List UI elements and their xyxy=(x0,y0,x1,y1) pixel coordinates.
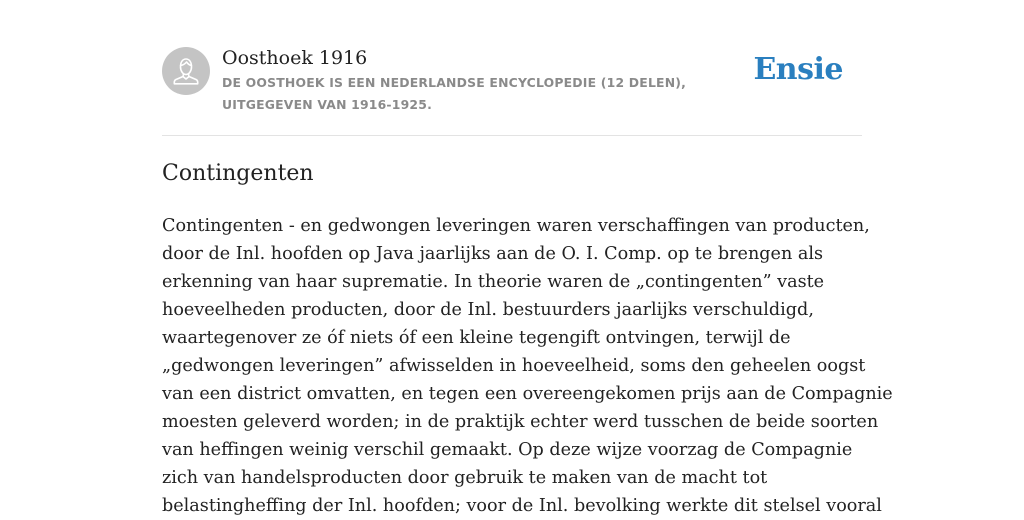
article-body xyxy=(162,212,893,520)
article-line: door de Inl. hoofden op Java jaarlijks aan de O. I. Comp. op te brengen als xyxy=(162,244,824,264)
article-line: belastingheffing der Inl. hoofden; voor de Inl. bevolking werkte dit stelsel vooral xyxy=(162,496,882,516)
source-header xyxy=(162,0,862,136)
source-avatar[interactable] xyxy=(162,47,210,95)
article-line: „gedwongen leveringen” afwisselden in hoeveelheid, soms den geheelen oogst xyxy=(162,356,866,376)
page-title: Contingenten xyxy=(162,161,314,186)
ensie-logo[interactable]: Ensie xyxy=(753,52,843,87)
article-line: waartegenover ze óf niets óf een kleine tegengift ontvingen, terwijl de xyxy=(162,328,791,348)
user-silhouette-icon xyxy=(162,47,210,95)
article-line: van een district omvatten, en tegen een overeengekomen prijs aan de Compagnie xyxy=(162,384,893,404)
article-line: moesten geleverd worden; in de praktijk echter werd tusschen de beide soorten xyxy=(162,412,879,432)
page-container xyxy=(162,0,893,516)
source-description: DE OOSTHOEK IS EEN NEDERLANDSE ENCYCLOPEDIE (12 DELEN), UITGEGEVEN VAN 1916-1925. xyxy=(222,75,687,112)
article-line: zich van handelsproducten door gebruik te maken van de macht tot xyxy=(162,468,768,488)
article-line: hoeveelheden producten, door de Inl. bestuurders jaarlijks verschuldigd, xyxy=(162,300,814,320)
article-line: erkenning van haar suprematie. In theorie waren de „contingenten” vaste xyxy=(162,272,825,292)
article-line: van heffingen weinig verschil gemaakt. Op deze wijze voorzag de Compagnie xyxy=(162,440,853,460)
source-title[interactable]: Oosthoek 1916 xyxy=(222,47,368,69)
article-line: Contingenten - en gedwongen leveringen waren verschaffingen van producten, xyxy=(162,216,870,236)
